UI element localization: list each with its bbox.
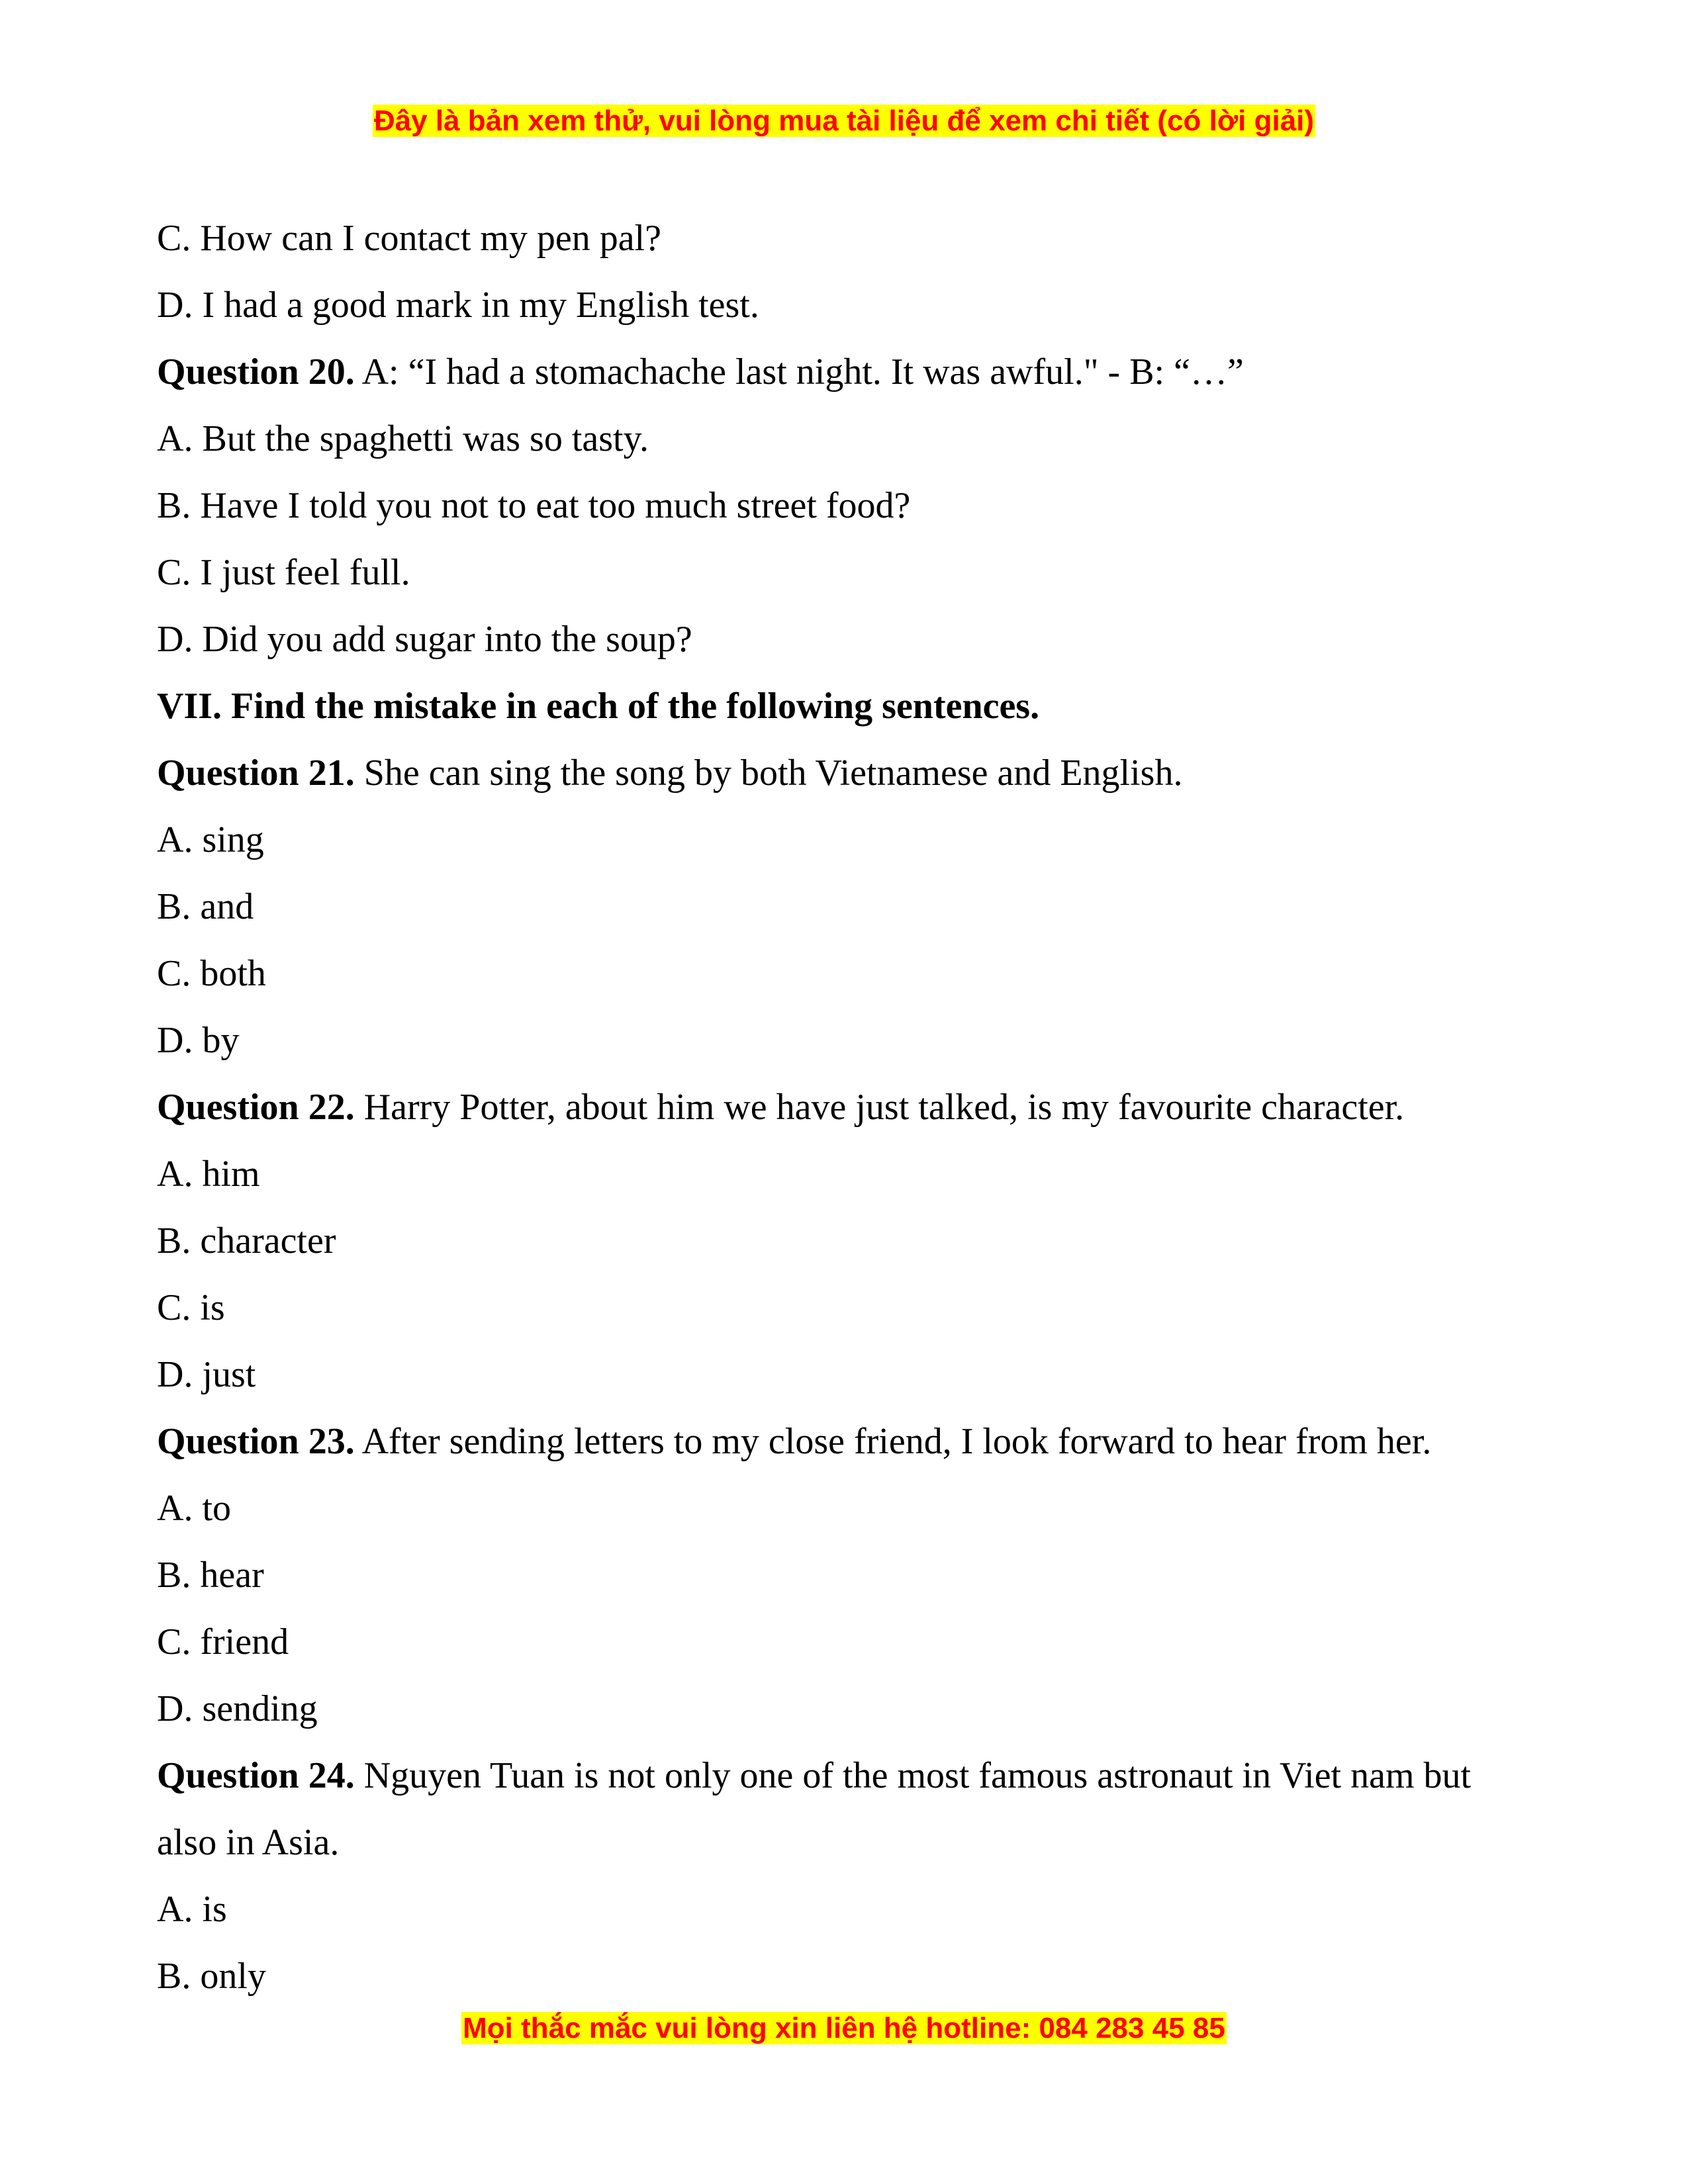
- q21-stem: [157, 740, 1534, 807]
- q21-text: She can sing the song by both Vietnamese and English.: [354, 752, 1183, 794]
- q23-option-c: C. friend: [157, 1621, 289, 1662]
- q22-option-a: A. him: [157, 1154, 260, 1195]
- q22-text: Harry Potter, about him we have just talked, is my favourite character.: [354, 1087, 1405, 1128]
- q20-option-b: B. Have I told you not to eat too much street food?: [157, 485, 911, 526]
- q20-label: Question 20.: [157, 351, 355, 392]
- q21-option-d: D. by: [157, 1020, 240, 1061]
- q20-option-d: D. Did you add sugar into the soup?: [157, 619, 692, 660]
- q20-text: A: “I had a stomachache last night. It was awful." - B: “…”: [354, 351, 1244, 392]
- q23-option-d: D. sending: [157, 1688, 318, 1729]
- q21-option-b: B. and: [157, 886, 254, 927]
- q24-text: Nguyen Tuan is not only one of the most famous astronaut in Viet nam but: [354, 1755, 1472, 1796]
- q22-option-d: D. just: [157, 1354, 256, 1395]
- q23-option-a: A. to: [157, 1488, 231, 1529]
- hotline-banner: [0, 2010, 1688, 2047]
- q21-option-c: C. both: [157, 953, 266, 994]
- preview-notice-banner: [0, 103, 1688, 140]
- preview-notice-text: Đây là bản xem thử, vui lòng mua tài liệu để xem chi tiết (có lời giải): [373, 105, 1315, 137]
- q24-stem-continued: also in Asia.: [157, 1822, 340, 1863]
- q19-option-d: D. I had a good mark in my English test.: [157, 285, 759, 326]
- q22-stem: [157, 1074, 1534, 1141]
- q24-option-a: A. is: [157, 1889, 227, 1930]
- q21-option-a: A. sing: [157, 819, 264, 860]
- q23-option-b: B. hear: [157, 1555, 264, 1596]
- q20-option-a: A. But the spaghetti was so tasty.: [157, 418, 649, 459]
- q23-label: Question 23.: [157, 1421, 355, 1462]
- q20-stem: [157, 339, 1534, 406]
- q20-option-c: C. I just feel full.: [157, 552, 410, 593]
- q24-label: Question 24.: [157, 1755, 355, 1796]
- q22-option-c: C. is: [157, 1287, 225, 1328]
- q24-option-b: B. only: [157, 1956, 266, 1997]
- q21-label: Question 21.: [157, 752, 355, 794]
- q22-option-b: B. character: [157, 1220, 336, 1261]
- q22-label: Question 22.: [157, 1087, 355, 1128]
- q19-option-c: C. How can I contact my pen pal?: [157, 218, 661, 259]
- section-vii-heading: VII. Find the mistake in each of the following sentences.: [157, 686, 1040, 727]
- q24-stem: [157, 1743, 1534, 1809]
- document-body: [157, 205, 1534, 2010]
- q23-stem: [157, 1408, 1534, 1475]
- hotline-text: Mọi thắc mắc vui lòng xin liên hệ hotline: 084 283 45 85: [463, 2012, 1225, 2044]
- q23-text: After sending letters to my close friend, I look forward to hear from her.: [354, 1421, 1432, 1462]
